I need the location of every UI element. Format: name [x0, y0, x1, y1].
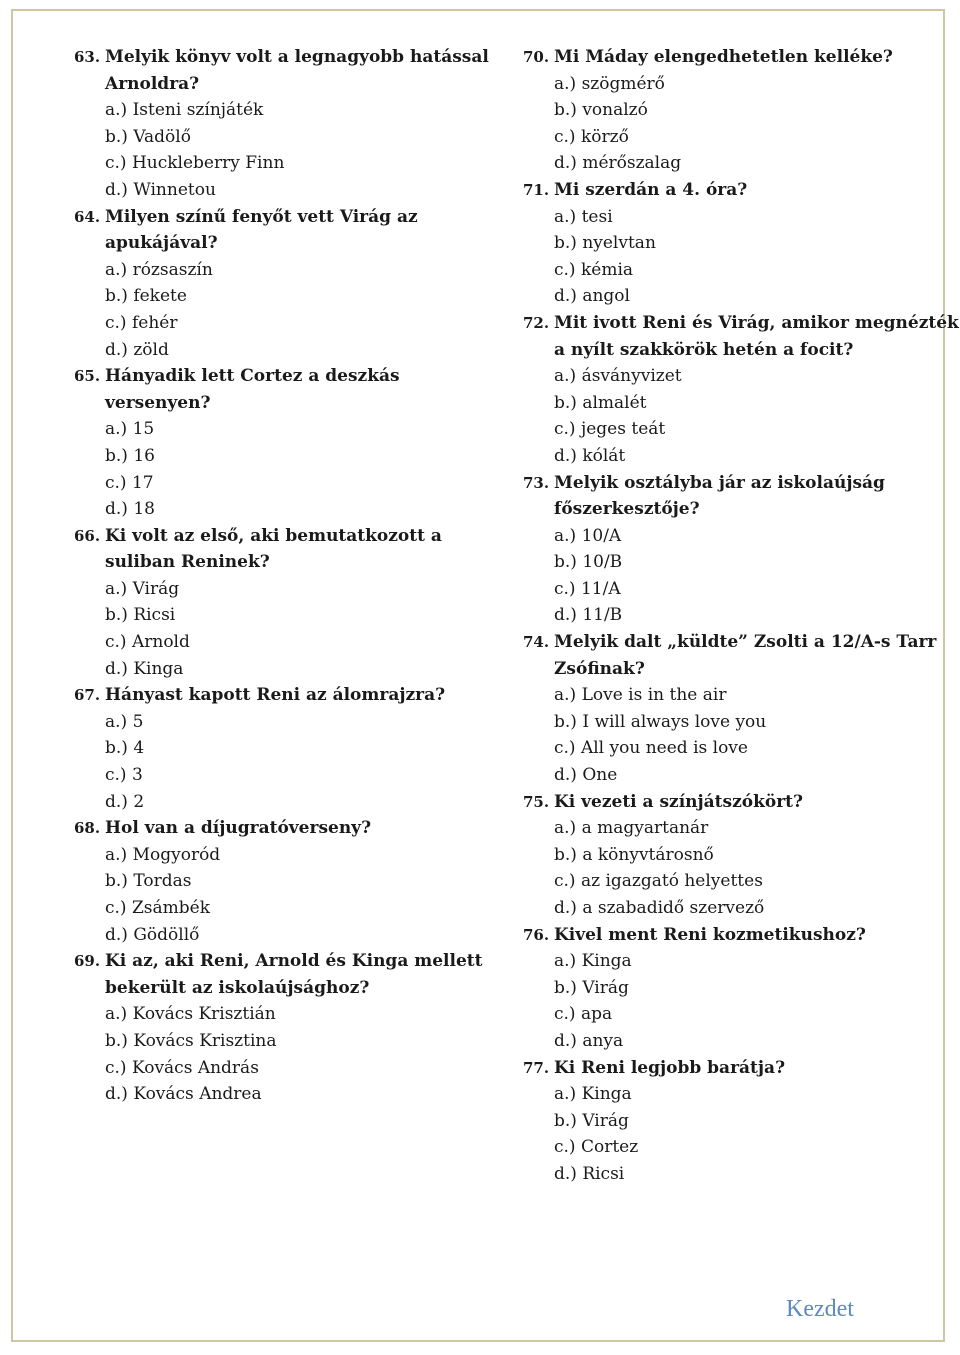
question-text-continued: a nyílt szakkörök hetén a focit? — [554, 339, 854, 360]
answer-text: c.) Cortez — [554, 1137, 639, 1158]
answer-option — [523, 815, 943, 842]
question-line — [523, 789, 943, 816]
question-text: Ki az, aki Reni, Arnold és Kinga mellett — [105, 951, 483, 972]
answer-option — [523, 390, 943, 417]
answer-option — [523, 602, 943, 629]
question-block — [523, 44, 943, 177]
question-line — [74, 204, 494, 231]
question-block — [523, 789, 943, 922]
question-line — [523, 470, 943, 497]
answer-option — [74, 629, 494, 656]
answer-text: b.) 16 — [105, 445, 155, 466]
answer-text: b.) Virág — [554, 1110, 629, 1131]
answer-option — [74, 337, 494, 364]
question-number: 72. — [523, 313, 550, 332]
answer-option — [523, 204, 943, 231]
question-text: Ki volt az első, aki bemutatkozott a — [105, 525, 442, 546]
answer-option — [74, 895, 494, 922]
answer-option — [523, 283, 943, 310]
answer-option — [523, 549, 943, 576]
answer-text: a.) Love is in the air — [554, 685, 727, 706]
answer-option — [74, 97, 494, 124]
answer-text: c.) 11/A — [554, 578, 621, 599]
answer-text: b.) I will always love you — [554, 711, 767, 732]
answer-text: b.) nyelvtan — [554, 233, 656, 254]
answer-text: a.) 10/A — [554, 525, 622, 546]
question-text-continued: bekerült az iskolaújsághoz? — [105, 977, 370, 998]
question-number: 77. — [523, 1058, 550, 1077]
question-block — [523, 177, 943, 310]
answer-option — [74, 789, 494, 816]
question-block — [74, 204, 494, 364]
answer-option — [74, 735, 494, 762]
answer-text: d.) 2 — [105, 791, 145, 812]
answer-text: c.) jeges teát — [554, 419, 666, 440]
question-text: Mi Máday elengedhetetlen kelléke? — [554, 47, 893, 67]
question-text-continued: suliban Reninek? — [105, 552, 270, 573]
question-line — [74, 523, 494, 550]
answer-option — [523, 523, 943, 550]
question-line — [523, 629, 943, 656]
question-number: 75. — [523, 792, 550, 811]
question-block — [523, 1055, 943, 1188]
question-text: Melyik könyv volt a legnagyobb hatással — [105, 47, 489, 67]
answer-text: a.) ásványvizet — [554, 366, 682, 387]
answer-option — [74, 842, 494, 869]
answer-option — [523, 1028, 943, 1055]
answer-text: c.) 3 — [105, 765, 143, 786]
answer-option — [523, 576, 943, 603]
answer-option — [74, 124, 494, 151]
question-line — [74, 44, 494, 71]
question-block — [74, 948, 494, 1108]
question-line — [523, 310, 959, 337]
answer-option — [523, 948, 943, 975]
answer-option — [523, 150, 943, 177]
answer-text: a.) rózsaszín — [105, 259, 213, 280]
answer-option — [523, 124, 943, 151]
answer-option — [523, 257, 943, 284]
question-block — [74, 815, 494, 948]
question-text: Mit ivott Reni és Virág, amikor megnézték — [554, 312, 959, 333]
question-text: Melyik osztályba jár az iskolaújság — [554, 472, 885, 493]
question-number: 65. — [74, 367, 101, 386]
question-number: 63. — [74, 48, 101, 66]
question-text: Hol van a díjugratóverseny? — [105, 818, 372, 839]
question-number: 67. — [74, 686, 101, 705]
answer-option — [523, 230, 943, 257]
right-column — [523, 44, 959, 1188]
question-line — [523, 1055, 943, 1082]
question-text: Hányadik lett Cortez a deszkás — [105, 366, 400, 387]
answer-text: b.) Vadölő — [105, 126, 191, 147]
answer-option — [74, 922, 494, 949]
answer-option — [74, 283, 494, 310]
answer-option — [523, 895, 943, 922]
answer-text: c.) kémia — [554, 259, 634, 280]
answer-text: d.) Kinga — [105, 658, 184, 679]
answer-option — [523, 709, 943, 736]
answer-text: d.) One — [554, 765, 618, 786]
question-number: 66. — [74, 526, 101, 545]
question-text: Ki Reni legjobb barátja? — [554, 1057, 786, 1078]
question-text: Melyik dalt „küldte” Zsolti a 12/A-s Tarr — [554, 632, 937, 653]
answer-option — [74, 602, 494, 629]
answer-text: d.) Kovács Andrea — [105, 1084, 262, 1105]
question-text: Mi szerdán a 4. óra? — [554, 179, 748, 200]
answer-text: a.) 15 — [105, 419, 155, 440]
answer-option — [74, 1081, 494, 1108]
question-text: Hányast kapott Reni az álomrajzra? — [105, 685, 446, 706]
answer-text: b.) 4 — [105, 738, 145, 759]
question-block — [523, 470, 943, 630]
answer-text: c.) az igazgató helyettes — [554, 871, 763, 892]
answer-option — [523, 363, 943, 390]
answer-option — [74, 1028, 494, 1055]
question-text-continued: apukájával? — [105, 233, 218, 254]
answer-option — [523, 682, 943, 709]
answer-option — [523, 1081, 943, 1108]
answer-option — [74, 1001, 494, 1028]
answer-text: b.) Tordas — [105, 871, 192, 892]
question-text: Kivel ment Reni kozmetikushoz? — [554, 924, 866, 945]
answer-text: d.) mérőszalag — [554, 153, 682, 174]
question-text: Ki vezeti a színjátszókört? — [554, 791, 803, 812]
answer-text: c.) 17 — [105, 472, 154, 493]
answer-option — [74, 443, 494, 470]
answer-option — [74, 150, 494, 177]
answer-text: b.) fekete — [105, 286, 187, 307]
answer-text: a.) tesi — [554, 206, 613, 227]
question-text-continued: Zsófinak? — [554, 658, 645, 679]
question-text: Milyen színű fenyőt vett Virág az — [105, 206, 418, 227]
answer-text: a.) Virág — [105, 578, 180, 599]
answer-text: c.) Zsámbék — [105, 898, 210, 918]
answer-option — [523, 97, 943, 124]
answer-text: b.) a könyvtárosnő — [554, 844, 714, 865]
question-line — [523, 44, 943, 71]
answer-text: d.) Ricsi — [554, 1163, 625, 1184]
question-number: 76. — [523, 925, 550, 944]
answer-text: d.) 18 — [105, 499, 155, 520]
answer-text: a.) Mogyoród — [105, 844, 221, 865]
left-column — [74, 44, 494, 1108]
answer-text: c.) Arnold — [105, 632, 190, 653]
answer-text: c.) apa — [554, 1004, 613, 1025]
answer-option — [74, 257, 494, 284]
answer-option — [74, 416, 494, 443]
answer-option — [74, 656, 494, 683]
question-block — [74, 682, 494, 815]
answer-text: a.) a magyartanár — [554, 818, 709, 839]
answer-text: b.) almalét — [554, 392, 647, 413]
answer-text: a.) Kovács Krisztián — [105, 1004, 276, 1025]
question-number: 74. — [523, 633, 550, 652]
answer-text: a.) Isteni színjáték — [105, 100, 264, 121]
answer-text: d.) kólát — [554, 445, 626, 466]
answer-text: a.) Kinga — [554, 951, 632, 972]
question-block — [74, 44, 494, 204]
answer-text: c.) All you need is love — [554, 738, 748, 759]
answer-option — [74, 177, 494, 204]
answer-text: c.) Huckleberry Finn — [105, 153, 285, 174]
answer-option — [523, 868, 943, 895]
question-number: 73. — [523, 473, 550, 492]
answer-option — [523, 735, 943, 762]
question-number: 64. — [74, 207, 101, 226]
question-line — [523, 922, 943, 949]
answer-text: b.) vonalzó — [554, 100, 648, 121]
answer-text: a.) Kinga — [554, 1084, 632, 1105]
answer-text: d.) Winnetou — [105, 179, 216, 200]
kezdet-link[interactable]: Kezdet — [786, 1296, 854, 1322]
answer-option — [523, 71, 943, 98]
answer-option — [523, 416, 943, 443]
answer-text: d.) Gödöllő — [105, 924, 200, 945]
question-number: 71. — [523, 180, 550, 199]
answer-text: b.) Virág — [554, 977, 629, 998]
answer-option — [523, 1161, 943, 1188]
question-line — [523, 177, 943, 204]
question-block — [523, 922, 943, 1055]
answer-option — [74, 470, 494, 497]
answer-text: b.) 10/B — [554, 552, 623, 573]
answer-text: d.) a szabadidő szervező — [554, 898, 765, 918]
question-number: 70. — [523, 48, 550, 66]
answer-text: d.) 11/B — [554, 605, 623, 626]
question-text-continued: versenyen? — [105, 392, 211, 413]
question-text-continued: Arnoldra? — [105, 73, 200, 94]
answer-option — [523, 762, 943, 789]
answer-text: c.) Kovács András — [105, 1057, 259, 1078]
question-number: 68. — [74, 819, 101, 838]
answer-text: a.) szögmérő — [554, 73, 665, 94]
answer-option — [523, 443, 943, 470]
answer-option — [523, 975, 943, 1002]
answer-text: d.) anya — [554, 1030, 624, 1051]
question-block — [74, 523, 494, 683]
question-block — [523, 629, 943, 789]
answer-text: d.) angol — [554, 286, 630, 307]
question-text-continued: főszerkesztője? — [554, 499, 700, 520]
answer-option — [74, 868, 494, 895]
answer-text: c.) fehér — [105, 312, 178, 333]
question-block — [74, 363, 494, 523]
answer-option — [523, 842, 943, 869]
answer-option — [523, 1001, 943, 1028]
question-line — [74, 815, 494, 842]
question-line — [74, 682, 494, 709]
answer-text: a.) 5 — [105, 711, 144, 732]
answer-text: b.) Kovács Krisztina — [105, 1030, 277, 1051]
question-line — [74, 948, 494, 975]
answer-option — [74, 1055, 494, 1082]
answer-option — [74, 310, 494, 337]
answer-text: d.) zöld — [105, 339, 169, 360]
question-block — [523, 310, 959, 470]
answer-text: c.) körző — [554, 126, 629, 147]
answer-option — [74, 762, 494, 789]
answer-option — [74, 709, 494, 736]
question-line — [74, 363, 494, 390]
answer-option — [74, 496, 494, 523]
question-number: 69. — [74, 952, 101, 971]
answer-text: b.) Ricsi — [105, 605, 176, 626]
answer-option — [523, 1134, 943, 1161]
answer-option — [523, 1108, 943, 1135]
answer-option — [74, 576, 494, 603]
